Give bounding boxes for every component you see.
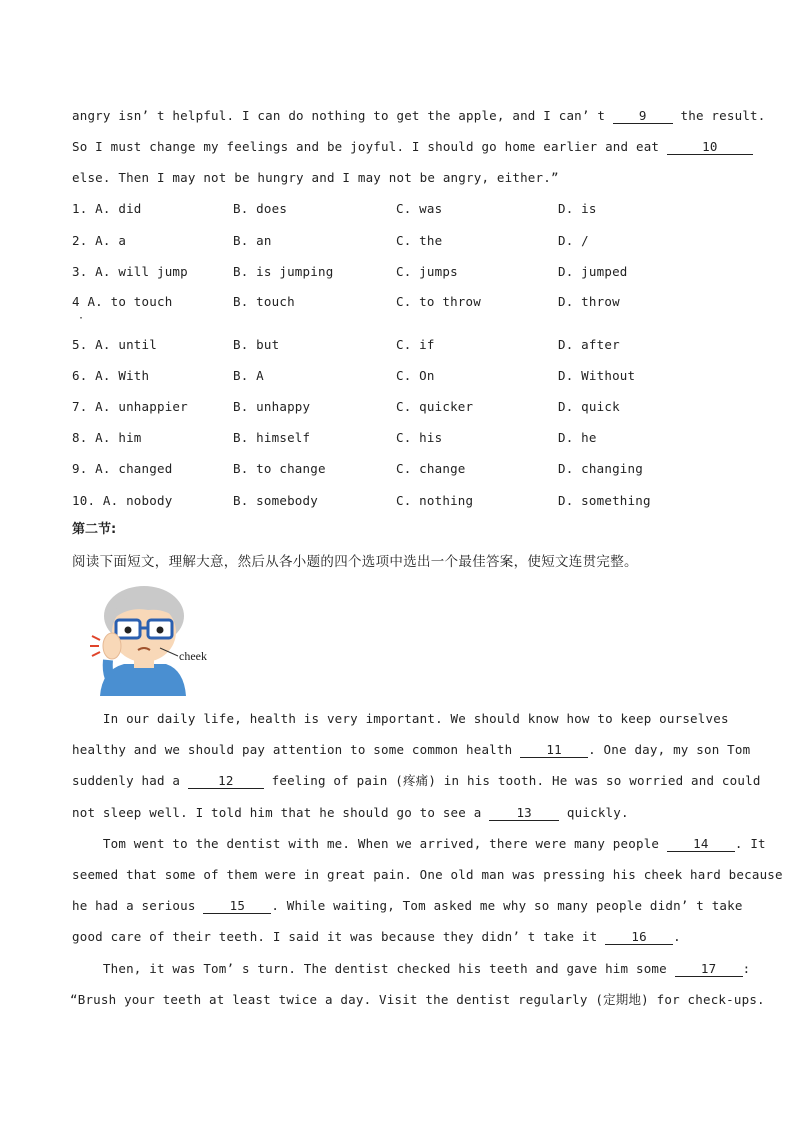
option-d[interactable]: D. after xyxy=(558,337,620,352)
passage2-p3-line1 xyxy=(72,961,750,977)
question-1 xyxy=(72,201,722,221)
option-a[interactable]: 2. A. a xyxy=(72,233,127,248)
passage2-text: healthy and we should pay attention to some common health xyxy=(72,742,521,757)
option-a[interactable]: 8. A. him xyxy=(72,430,142,445)
passage1-line3: else. Then I may not be hungry and I may not be angry, either.” xyxy=(72,170,559,185)
blank-12[interactable]: 12 xyxy=(188,774,264,789)
option-d[interactable]: D. is xyxy=(558,201,597,216)
passage2-text: quickly. xyxy=(559,805,629,820)
question-3 xyxy=(72,264,722,284)
passage2-p1-line2 xyxy=(72,742,750,758)
passage1-text: angry isn’ t helpful. I can do nothing to get the apple, and I can’ t xyxy=(72,108,613,123)
passage2-text: Then, it was Tom’ s turn. The dentist checked his teeth and gave him some xyxy=(72,961,675,976)
option-b[interactable]: B. somebody xyxy=(233,493,318,508)
option-d[interactable]: D. jumped xyxy=(558,264,628,279)
blank-16[interactable]: 16 xyxy=(605,930,673,945)
eye-left xyxy=(125,627,132,634)
blank-15[interactable]: 15 xyxy=(203,899,271,914)
passage1-text: the result. xyxy=(672,108,766,123)
section-title: 第二节: xyxy=(72,522,117,537)
option-a[interactable]: 9. A. changed xyxy=(72,461,173,476)
option-d[interactable]: D. something xyxy=(558,493,651,508)
option-b[interactable]: B. himself xyxy=(233,430,311,445)
option-c[interactable]: C. if xyxy=(396,337,435,352)
option-c[interactable]: C. quicker xyxy=(396,399,474,414)
option-b[interactable]: B. to change xyxy=(233,461,326,476)
passage2-text: . It xyxy=(734,836,766,851)
question-8 xyxy=(72,430,722,450)
blank-11[interactable]: 11 xyxy=(520,743,588,758)
passage2-text: . One day, my son Tom xyxy=(588,742,751,757)
option-a[interactable]: 7. A. unhappier xyxy=(72,399,188,414)
passage1-line1 xyxy=(72,108,766,124)
option-a[interactable]: 1. A. did xyxy=(72,201,142,216)
question-9 xyxy=(72,461,722,481)
passage2-text: . While waiting, Tom asked me why so many people didn’ t take xyxy=(271,898,743,913)
passage2-text: suddenly had a xyxy=(72,773,188,788)
option-a[interactable]: 6. A. With xyxy=(72,368,150,383)
section-instruction: 阅读下面短文，理解大意，然后从各小题的四个选项中选出一个最佳答案，使短文连贯完整。 xyxy=(72,554,638,570)
passage2-text: feeling of pain (疼痛) in his tooth. He was so worried and could xyxy=(263,773,761,788)
blank-17[interactable]: 17 xyxy=(675,962,743,977)
option-b[interactable]: B. does xyxy=(233,201,288,216)
option-b[interactable]: B. is jumping xyxy=(233,264,334,279)
passage1-line2 xyxy=(72,139,753,155)
option-d[interactable]: D. he xyxy=(558,430,597,445)
passage2-p1-line4 xyxy=(72,805,629,821)
passage2-p2-line2: seemed that some of them were in great pain. One old man was pressing his cheek hard because xyxy=(72,867,783,882)
blank-13[interactable]: 13 xyxy=(489,806,559,821)
option-c[interactable]: C. his xyxy=(396,430,443,445)
option-d[interactable]: D. / xyxy=(558,233,589,248)
pain-mark xyxy=(92,636,100,640)
option-c[interactable]: C. was xyxy=(396,201,443,216)
question-6 xyxy=(72,368,722,388)
passage2-text: not sleep well. I told him that he should go to see a xyxy=(72,805,490,820)
option-c[interactable]: C. change xyxy=(396,461,466,476)
option-a[interactable]: 10. A. nobody xyxy=(72,493,173,508)
option-c[interactable]: C. nothing xyxy=(396,493,474,508)
option-c[interactable]: C. to throw xyxy=(396,294,481,309)
passage2-text: he had a serious xyxy=(72,898,204,913)
passage2-p2-line1 xyxy=(72,836,766,852)
man-cheek-illustration xyxy=(78,584,218,696)
option-b[interactable]: B. an xyxy=(233,233,272,248)
option-d[interactable]: D. throw xyxy=(558,294,620,309)
stray-dot: · xyxy=(78,313,85,324)
blank-9[interactable]: 9 xyxy=(613,109,673,124)
option-d[interactable]: D. changing xyxy=(558,461,643,476)
option-a[interactable]: 5. A. until xyxy=(72,337,157,352)
question-5 xyxy=(72,337,722,357)
passage2-p1-line1: In our daily life, health is very important. We should know how to keep ourselves xyxy=(72,711,729,726)
passage2-p2-line4 xyxy=(72,929,681,945)
passage2-p2-line3 xyxy=(72,898,743,914)
passage2-text: . xyxy=(673,929,681,944)
blank-14[interactable]: 14 xyxy=(667,837,735,852)
passage2-text: : xyxy=(742,961,751,976)
option-c[interactable]: C. jumps xyxy=(396,264,458,279)
option-b[interactable]: B. but xyxy=(233,337,280,352)
passage2-text: good care of their teeth. I said it was because they didn’ t take it xyxy=(72,929,606,944)
option-c[interactable]: C. On xyxy=(396,368,435,383)
option-b[interactable]: B. touch xyxy=(233,294,295,309)
option-a[interactable]: 3. A. will jump xyxy=(72,264,188,279)
question-2 xyxy=(72,233,722,253)
cheek-label: cheek xyxy=(179,649,207,663)
option-c[interactable]: C. the xyxy=(396,233,443,248)
passage2-p1-line3 xyxy=(72,771,761,789)
passage2-p3-line2: “Brush your teeth at least twice a day. Visit the dentist regularly (定期地) for check-ups. xyxy=(70,992,765,1007)
blank-10[interactable]: 10 xyxy=(667,140,753,155)
question-7 xyxy=(72,399,722,419)
eye-right xyxy=(157,627,164,634)
option-d[interactable]: D. quick xyxy=(558,399,620,414)
question-4 xyxy=(72,294,722,314)
option-b[interactable]: B. A xyxy=(233,368,264,383)
option-a[interactable]: 4 A. to touch xyxy=(72,294,173,309)
option-d[interactable]: D. Without xyxy=(558,368,636,383)
pain-mark xyxy=(92,652,100,656)
option-b[interactable]: B. unhappy xyxy=(233,399,311,414)
question-10 xyxy=(72,493,722,513)
hand-on-cheek xyxy=(103,633,121,659)
passage2-text: Tom went to the dentist with me. When we arrived, there were many people xyxy=(72,836,667,851)
passage1-text: So I must change my feelings and be joyful. I should go home earlier and eat xyxy=(72,139,667,154)
